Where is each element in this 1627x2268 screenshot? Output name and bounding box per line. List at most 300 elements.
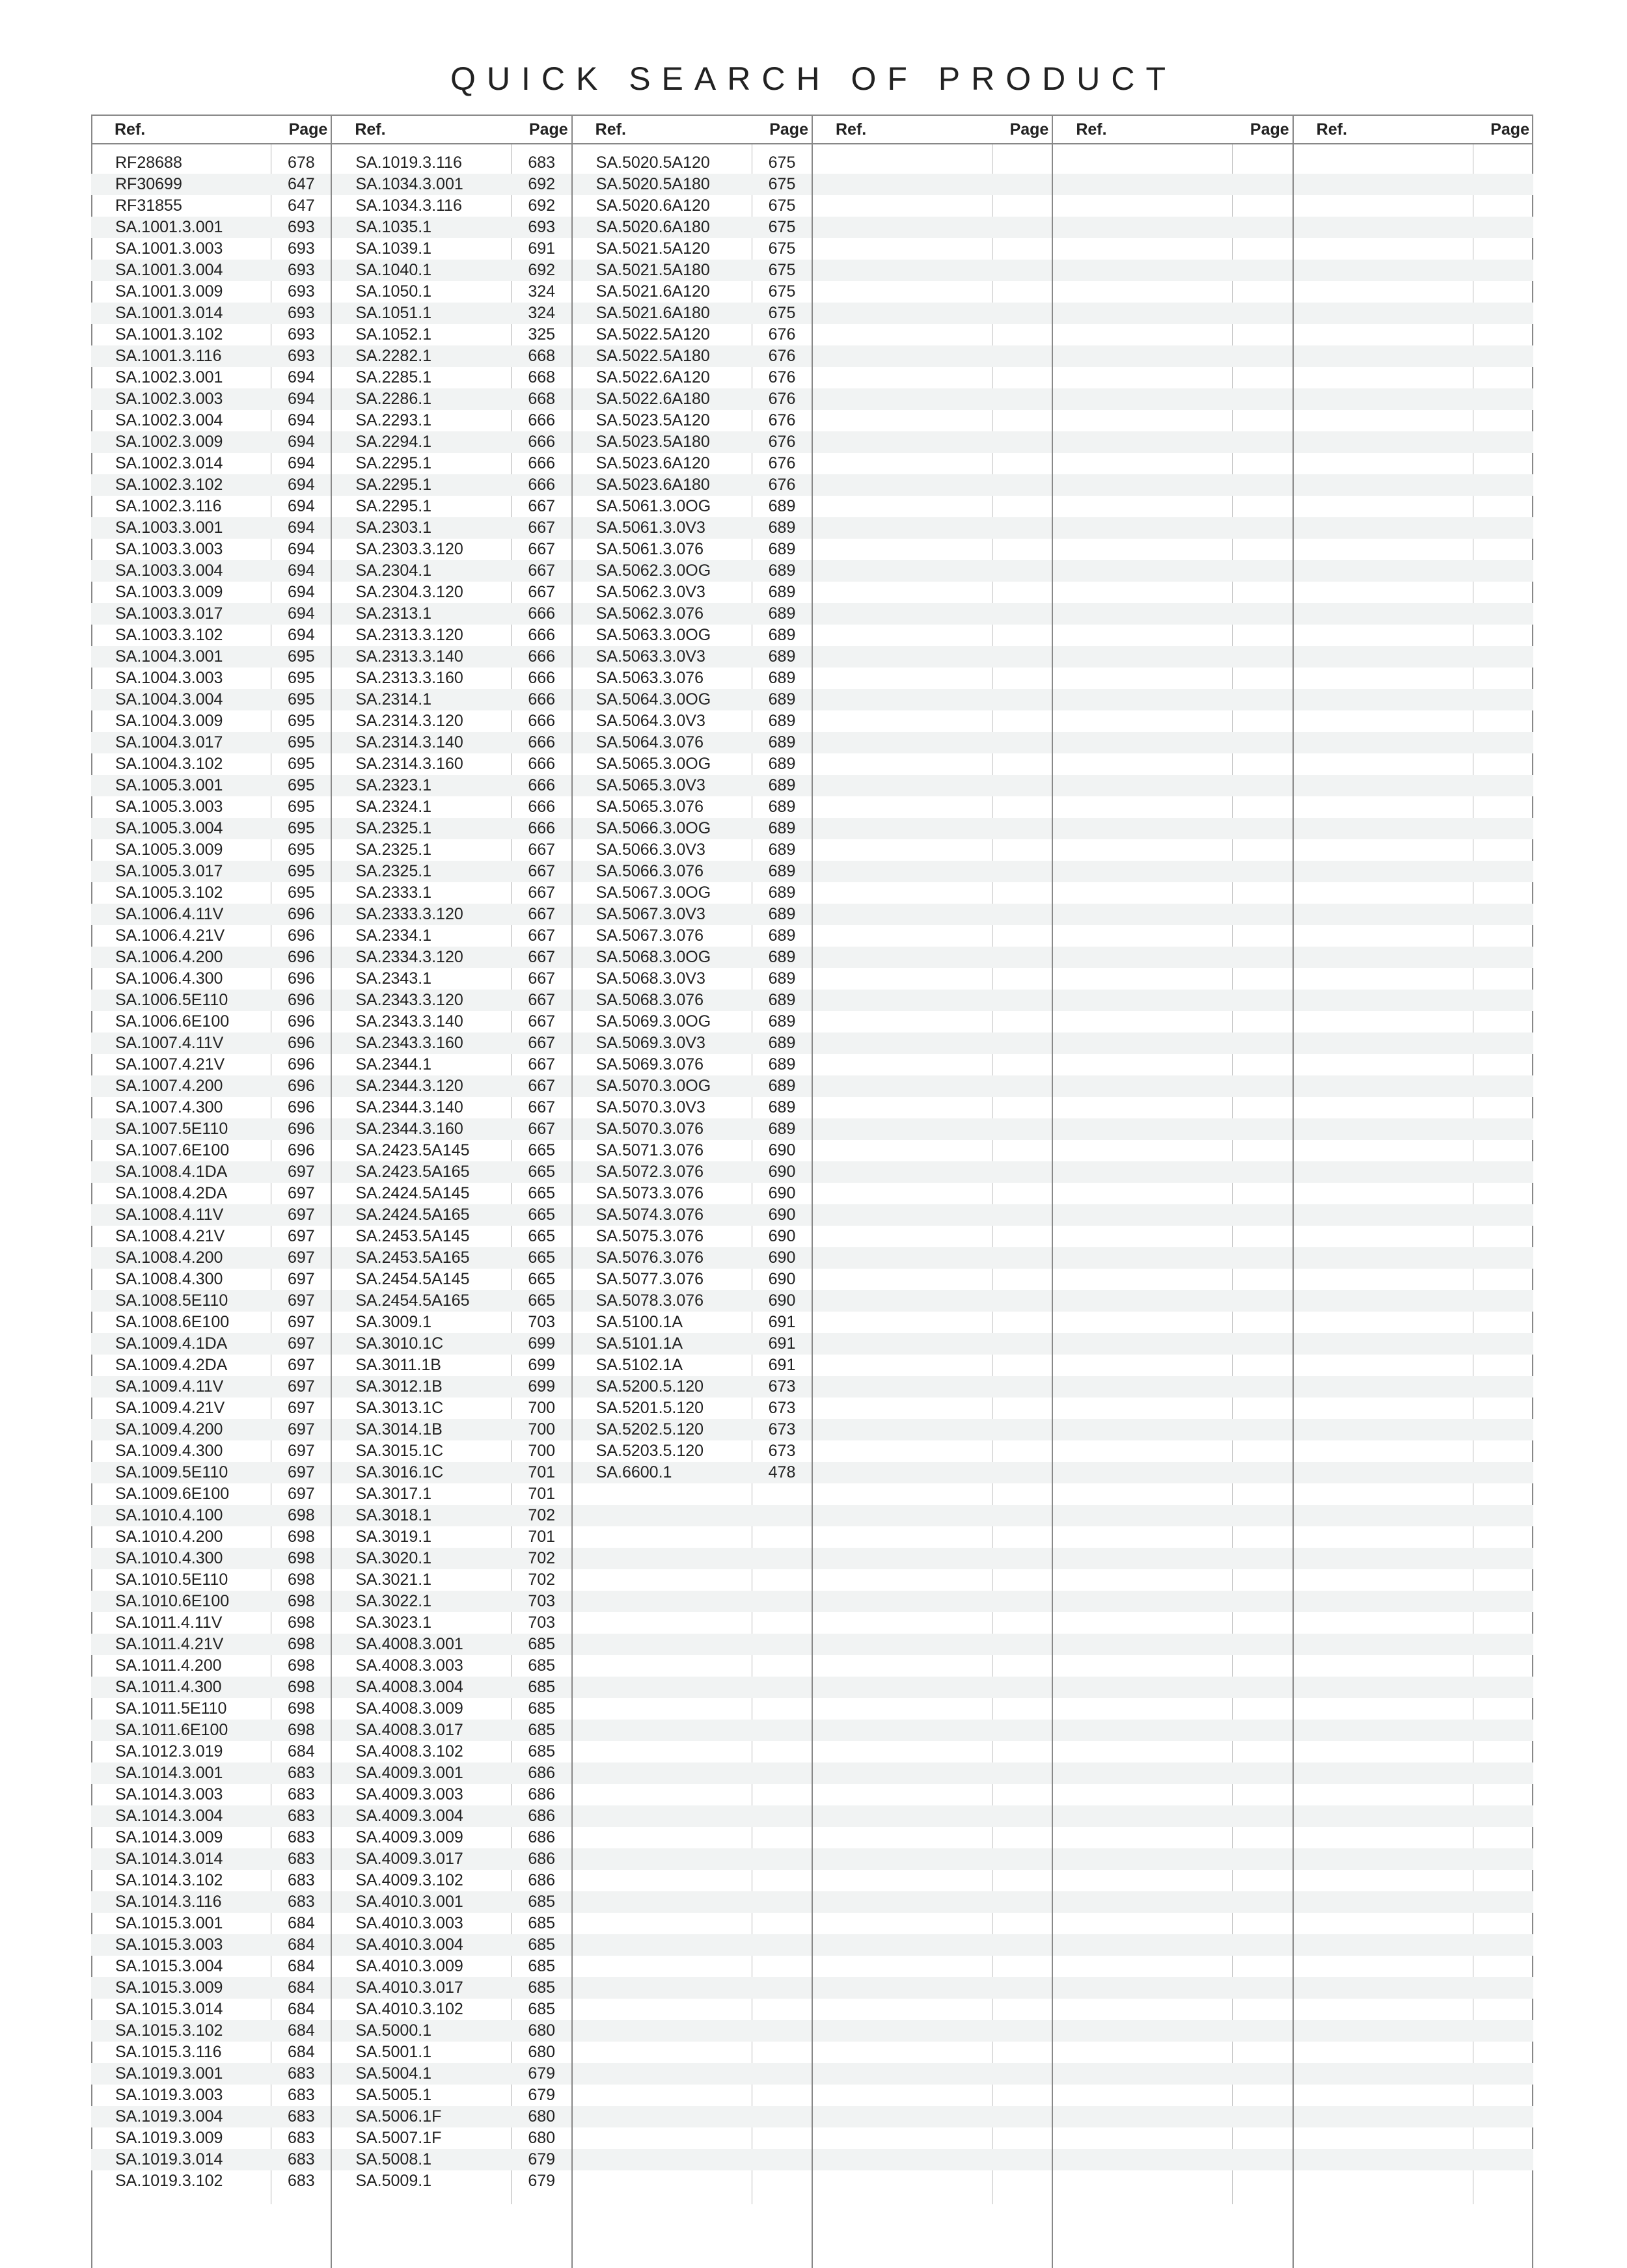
ref-cell: SA.3021.1 <box>355 1571 432 1589</box>
ref-cell: SA.1006.4.200 <box>115 948 223 966</box>
page-cell: 696 <box>288 905 315 923</box>
table-row <box>572 2149 812 2170</box>
ref-cell: SA.1011.4.300 <box>115 1678 222 1696</box>
page-cell: 695 <box>288 862 315 880</box>
column-header-page: Page <box>1250 120 1289 139</box>
table-row <box>812 904 1052 925</box>
ref-cell: SA.2454.5A145 <box>355 1270 470 1288</box>
table-row <box>91 753 331 775</box>
ref-cell: SA.5020.5A120 <box>595 154 710 172</box>
table-row <box>91 839 331 861</box>
table-row <box>812 1655 1052 1677</box>
table-row <box>1293 796 1533 818</box>
ref-cell: SA.5063.3.0V3 <box>595 647 705 666</box>
table-row <box>91 1097 331 1118</box>
table-row <box>91 1956 331 1977</box>
table-row <box>1052 496 1292 517</box>
table-row <box>572 1870 812 1891</box>
table-row <box>1293 1934 1533 1956</box>
ref-cell: SA.1011.5E110 <box>115 1699 227 1718</box>
table-row <box>812 496 1052 517</box>
page-cell: 684 <box>288 1936 315 1954</box>
ref-cell: SA.5070.3.076 <box>595 1120 704 1138</box>
page-cell: 689 <box>768 905 796 923</box>
table-row <box>91 1977 331 1999</box>
table-row <box>331 2042 571 2063</box>
table-row <box>1293 281 1533 303</box>
table-row <box>572 1548 812 1569</box>
table-row <box>331 303 571 324</box>
page-cell: 680 <box>528 2107 556 2126</box>
table-row <box>1052 1075 1292 1097</box>
ref-cell: SA.5073.3.076 <box>595 1184 704 1202</box>
table-row <box>331 1720 571 1741</box>
table-row <box>572 1655 812 1677</box>
page-cell: 700 <box>528 1420 556 1438</box>
ref-cell: SA.1002.3.116 <box>115 497 222 515</box>
table-row <box>91 968 331 990</box>
ref-cell: SA.1003.3.001 <box>115 519 223 537</box>
index-rows <box>572 152 812 2192</box>
page-cell: 694 <box>288 497 315 515</box>
table-row <box>1293 1698 1533 1720</box>
table-row <box>812 775 1052 796</box>
ref-cell: SA.1010.6E100 <box>115 1592 230 1610</box>
table-row <box>812 1612 1052 1634</box>
table-row <box>91 1591 331 1612</box>
table-row <box>331 582 571 603</box>
table-row <box>1052 1505 1292 1526</box>
table-row <box>91 689 331 710</box>
ref-cell: SA.1012.3.019 <box>115 1742 223 1761</box>
ref-cell: SA.3012.1B <box>355 1377 443 1396</box>
index-rows <box>91 152 331 2192</box>
page-cell: 698 <box>288 1635 315 1653</box>
table-row <box>572 1762 812 1784</box>
table-row <box>331 260 571 281</box>
table-row <box>91 775 331 796</box>
table-row <box>331 1333 571 1355</box>
table-row <box>1052 1204 1292 1226</box>
page-cell: 684 <box>288 2000 315 2018</box>
ref-cell: SA.5203.5.120 <box>595 1442 704 1460</box>
ref-cell: SA.2293.1 <box>355 411 432 429</box>
table-row <box>1293 1161 1533 1183</box>
table-row <box>572 410 812 431</box>
ref-cell: SA.5061.3.0V3 <box>595 519 705 537</box>
ref-cell: SA.3016.1C <box>355 1463 444 1481</box>
ref-cell: SA.5021.5A120 <box>595 239 710 258</box>
ref-cell: SA.5005.1 <box>355 2086 432 2104</box>
table-row <box>1293 1956 1533 1977</box>
table-row <box>91 2106 331 2127</box>
page-cell: 690 <box>768 1206 796 1224</box>
ref-cell: SA.1011.4.11V <box>115 1613 223 1632</box>
page-cell: 676 <box>768 325 796 344</box>
page-cell: 667 <box>528 540 556 558</box>
ref-cell: SA.1007.4.21V <box>115 1055 225 1073</box>
ref-cell: SA.1015.3.102 <box>115 2021 223 2040</box>
table-row <box>331 689 571 710</box>
page-cell: 695 <box>288 819 315 837</box>
table-row <box>1052 625 1292 646</box>
ref-cell: SA.5009.1 <box>355 2172 432 2190</box>
table-row <box>572 968 812 990</box>
table-row <box>1052 1591 1292 1612</box>
page-cell: 694 <box>288 368 315 386</box>
table-row <box>572 2127 812 2149</box>
ref-cell: SA.1001.3.102 <box>115 325 223 344</box>
ref-cell: SA.5065.3.076 <box>595 798 704 816</box>
table-row <box>1052 474 1292 496</box>
table-row <box>91 1720 331 1741</box>
table-row <box>572 1440 812 1462</box>
table-row <box>812 410 1052 431</box>
page-cell: 324 <box>528 282 556 301</box>
ref-cell: SA.4010.3.003 <box>355 1914 463 1932</box>
table-row <box>572 1591 812 1612</box>
ref-cell: SA.1002.3.004 <box>115 411 223 429</box>
table-row <box>572 1569 812 1591</box>
table-row <box>1052 990 1292 1011</box>
page-cell: 694 <box>288 454 315 472</box>
ref-cell: SA.1006.5E110 <box>115 991 228 1009</box>
table-row <box>572 603 812 625</box>
table-row <box>572 710 812 732</box>
page-cell: 325 <box>528 325 556 344</box>
table-row <box>91 646 331 668</box>
page-cell: 697 <box>288 1442 315 1460</box>
table-row <box>1052 388 1292 410</box>
table-row <box>1052 710 1292 732</box>
page-cell: 694 <box>288 626 315 644</box>
table-row <box>331 1054 571 1075</box>
table-row <box>812 2085 1052 2106</box>
page-cell: 673 <box>768 1442 796 1460</box>
page-cell: 693 <box>288 304 315 322</box>
table-row <box>1052 238 1292 260</box>
page-cell: 702 <box>528 1506 556 1524</box>
table-row <box>1052 2085 1292 2106</box>
table-row <box>1052 2063 1292 2085</box>
table-row <box>91 882 331 904</box>
ref-cell: SA.1015.3.003 <box>115 1936 223 1954</box>
ref-cell: SA.1014.3.009 <box>115 1828 223 1846</box>
page-cell: 667 <box>528 948 556 966</box>
ref-cell: SA.5076.3.076 <box>595 1249 704 1267</box>
table-row <box>572 1161 812 1183</box>
table-row <box>331 1956 571 1977</box>
table-row <box>1052 882 1292 904</box>
ref-cell: SA.2303.3.120 <box>355 540 463 558</box>
page-cell: 703 <box>528 1313 556 1331</box>
page-cell: 680 <box>528 2043 556 2061</box>
table-row <box>91 1355 331 1376</box>
table-row <box>812 668 1052 689</box>
table-row <box>572 1483 812 1505</box>
table-row <box>1293 1097 1533 1118</box>
page-cell: 697 <box>288 1184 315 1202</box>
table-row <box>572 796 812 818</box>
table-row <box>812 1247 1052 1269</box>
page-cell: 666 <box>528 454 556 472</box>
page-cell: 685 <box>528 1742 556 1761</box>
table-row <box>572 2170 812 2192</box>
table-row <box>1293 1591 1533 1612</box>
ref-cell: SA.6600.1 <box>595 1463 672 1481</box>
ref-cell: SA.1005.3.004 <box>115 819 223 837</box>
ref-cell: SA.1003.3.004 <box>115 561 223 580</box>
table-row <box>331 1634 571 1655</box>
page-cell: 676 <box>768 433 796 451</box>
page-cell: 667 <box>528 862 556 880</box>
table-row <box>1293 1612 1533 1634</box>
ref-cell: SA.1011.6E100 <box>115 1721 228 1739</box>
ref-cell: SA.5023.5A180 <box>595 433 710 451</box>
table-row <box>572 324 812 345</box>
page-cell: 694 <box>288 540 315 558</box>
ref-cell: SA.1008.4.300 <box>115 1270 223 1288</box>
table-row <box>812 1226 1052 1247</box>
ref-cell: SA.2294.1 <box>355 433 432 451</box>
ref-cell: SA.2333.3.120 <box>355 905 463 923</box>
table-row <box>572 2085 812 2106</box>
table-row <box>91 1226 331 1247</box>
ref-cell: SA.5001.1 <box>355 2043 432 2061</box>
table-row <box>572 1784 812 1805</box>
page-cell: 696 <box>288 1034 315 1052</box>
table-row <box>1052 367 1292 388</box>
table-row <box>1293 195 1533 217</box>
page-cell: 693 <box>288 261 315 279</box>
index-rows <box>331 152 571 2192</box>
ref-cell: SA.2343.3.140 <box>355 1012 463 1031</box>
page-cell: 703 <box>528 1613 556 1632</box>
table-row <box>331 410 571 431</box>
table-row <box>91 1934 331 1956</box>
table-row <box>331 603 571 625</box>
ref-cell: SA.3022.1 <box>355 1592 432 1610</box>
table-row <box>1052 303 1292 324</box>
table-row <box>91 818 331 839</box>
table-row <box>812 303 1052 324</box>
page-cell: 647 <box>288 196 315 215</box>
table-row <box>1293 1054 1533 1075</box>
table-row <box>1293 1333 1533 1355</box>
table-row <box>572 539 812 560</box>
page-cell: 689 <box>768 1034 796 1052</box>
page-cell: 667 <box>528 841 556 859</box>
table-row <box>572 260 812 281</box>
ref-cell: SA.5071.3.076 <box>595 1141 704 1159</box>
table-row <box>1052 2127 1292 2149</box>
table-row <box>91 2063 331 2085</box>
page-cell: 700 <box>528 1442 556 1460</box>
table-row <box>1293 324 1533 345</box>
ref-cell: SA.1050.1 <box>355 282 432 301</box>
table-row <box>91 195 331 217</box>
page-cell: 675 <box>768 218 796 236</box>
table-row <box>1293 1483 1533 1505</box>
table-row <box>331 861 571 882</box>
table-row <box>1293 367 1533 388</box>
page-cell: 696 <box>288 948 315 966</box>
page-cell: 667 <box>528 884 556 902</box>
table-row <box>1293 2063 1533 2085</box>
table-row <box>812 217 1052 238</box>
ref-cell: SA.1004.3.004 <box>115 690 223 709</box>
page-cell: 667 <box>528 1098 556 1116</box>
table-row <box>91 947 331 968</box>
table-row <box>572 1934 812 1956</box>
table-row <box>1052 152 1292 174</box>
table-row <box>1293 947 1533 968</box>
table-row <box>1052 1226 1292 1247</box>
table-row <box>812 2042 1052 2063</box>
table-row <box>572 990 812 1011</box>
table-row <box>812 2063 1052 2085</box>
page-cell: 689 <box>768 798 796 816</box>
table-row <box>1052 689 1292 710</box>
ref-cell: SA.4008.3.102 <box>355 1742 463 1761</box>
page-cell: 695 <box>288 776 315 794</box>
table-row <box>1293 1226 1533 1247</box>
table-row <box>1293 303 1533 324</box>
table-row <box>331 431 571 453</box>
ref-cell: SA.2453.5A145 <box>355 1227 470 1245</box>
ref-cell: SA.5069.3.076 <box>595 1055 704 1073</box>
table-row <box>812 474 1052 496</box>
page-cell: 666 <box>528 669 556 687</box>
page-cell: 696 <box>288 1120 315 1138</box>
page-cell: 693 <box>288 325 315 344</box>
page-cell: 697 <box>288 1334 315 1353</box>
page-cell: 685 <box>528 1699 556 1718</box>
table-row <box>812 1011 1052 1033</box>
table-row <box>331 925 571 947</box>
ref-cell: SA.1008.5E110 <box>115 1291 228 1310</box>
table-row <box>1052 1698 1292 1720</box>
table-row <box>812 1956 1052 1977</box>
table-row <box>1052 431 1292 453</box>
ref-cell: SA.5064.3.0OG <box>595 690 711 709</box>
table-row <box>91 1612 331 1634</box>
table-row <box>572 1118 812 1140</box>
ref-cell: SA.1001.3.003 <box>115 239 223 258</box>
table-row <box>812 1698 1052 1720</box>
table-row <box>91 582 331 603</box>
table-row <box>91 1161 331 1183</box>
ref-cell: SA.1006.4.21V <box>115 926 225 945</box>
page-cell: 689 <box>768 969 796 988</box>
ref-cell: SA.1014.3.003 <box>115 1785 223 1803</box>
table-row <box>1293 1397 1533 1419</box>
table-row <box>331 882 571 904</box>
table-row <box>812 1526 1052 1548</box>
ref-cell: SA.2295.1 <box>355 476 432 494</box>
ref-cell: RF31855 <box>115 196 182 215</box>
ref-cell: SA.1002.3.003 <box>115 390 223 408</box>
table-row <box>812 1891 1052 1913</box>
table-row <box>1293 1827 1533 1848</box>
ref-cell: SA.2344.3.120 <box>355 1077 463 1095</box>
ref-cell: SA.1019.3.001 <box>115 2064 223 2083</box>
table-row <box>91 1419 331 1440</box>
column-separator <box>1292 115 1294 2268</box>
page-cell: 694 <box>288 411 315 429</box>
table-row <box>1052 2020 1292 2042</box>
table-row <box>572 2106 812 2127</box>
column-separator <box>571 115 573 2268</box>
ref-cell: SA.2325.1 <box>355 862 432 880</box>
page-cell: 692 <box>528 196 556 215</box>
ref-cell: SA.4009.3.004 <box>355 1807 463 1825</box>
ref-cell: SA.5022.6A180 <box>595 390 710 408</box>
table-row <box>1293 1569 1533 1591</box>
table-row <box>1052 646 1292 668</box>
table-row <box>812 1183 1052 1204</box>
column-header-ref: Ref. <box>1076 120 1107 139</box>
ref-cell: SA.1003.3.003 <box>115 540 223 558</box>
table-row <box>1052 732 1292 753</box>
table-row <box>572 2042 812 2063</box>
page-cell: 684 <box>288 1914 315 1932</box>
page-cell: 667 <box>528 583 556 601</box>
index-column-2 <box>331 115 571 2268</box>
page-cell: 676 <box>768 390 796 408</box>
table-row <box>572 668 812 689</box>
ref-cell: SA.2314.1 <box>355 690 432 709</box>
page-cell: 666 <box>528 433 556 451</box>
ref-cell: SA.1015.3.001 <box>115 1914 223 1932</box>
page-cell: 694 <box>288 476 315 494</box>
ref-cell: SA.2282.1 <box>355 347 432 365</box>
page-cell: 698 <box>288 1721 315 1739</box>
table-row <box>812 1720 1052 1741</box>
page-cell: 675 <box>768 196 796 215</box>
table-row <box>812 560 1052 582</box>
table-row <box>572 689 812 710</box>
page-cell: 689 <box>768 733 796 751</box>
page-cell: 690 <box>768 1270 796 1288</box>
ref-cell: SA.2334.3.120 <box>355 948 463 966</box>
ref-cell: SA.3011.1B <box>355 1356 441 1374</box>
table-row <box>1052 1805 1292 1827</box>
ref-cell: SA.4010.3.004 <box>355 1936 463 1954</box>
page-cell: 696 <box>288 991 315 1009</box>
ref-cell: SA.5063.3.076 <box>595 669 704 687</box>
ref-cell: SA.2304.1 <box>355 561 432 580</box>
table-row <box>1293 710 1533 732</box>
ref-cell: SA.1051.1 <box>355 304 432 322</box>
table-row <box>331 1913 571 1934</box>
table-row <box>1052 1118 1292 1140</box>
page-cell: 698 <box>288 1549 315 1567</box>
table-row <box>91 474 331 496</box>
table-row <box>1052 818 1292 839</box>
table-row <box>1052 1848 1292 1870</box>
table-row <box>812 517 1052 539</box>
table-row <box>331 1269 571 1290</box>
ref-cell: SA.4008.3.017 <box>355 1721 463 1739</box>
table-row <box>1052 2149 1292 2170</box>
ref-cell: SA.5021.6A180 <box>595 304 710 322</box>
table-row <box>572 474 812 496</box>
table-row <box>331 496 571 517</box>
ref-cell: SA.1019.3.116 <box>355 154 462 172</box>
table-row <box>1052 1999 1292 2020</box>
table-row <box>1293 1870 1533 1891</box>
